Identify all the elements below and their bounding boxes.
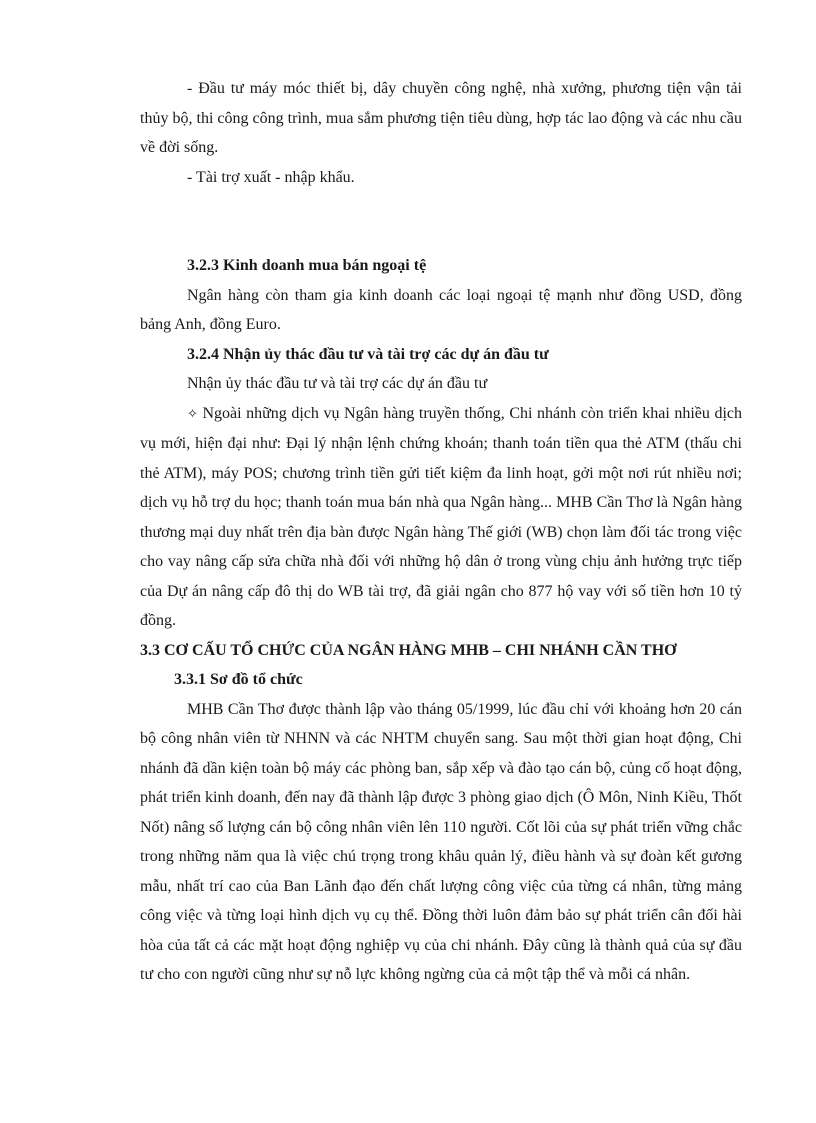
- spacer: [140, 192, 742, 251]
- heading-3-2-3: 3.2.3 Kinh doanh mua bán ngoại tệ: [187, 257, 427, 274]
- heading-3-2-4: 3.2.4 Nhận ủy thác đầu tư và tài trợ các dự án đầu tư: [187, 345, 549, 363]
- paragraph-investment-items: - Đầu tư máy móc thiết bị, dây chuyền công nghệ, nhà xưởng, phương tiện vận tải thủy bộ, thi công công trình, mua sắm phương tiện tiêu dùng, hợp tác lao động và các nhu cầu về đời sống.: [140, 80, 742, 156]
- heading-3-3: 3.3 CƠ CẤU TỔ CHỨC CỦA NGÂN HÀNG MHB – CHI NHÁNH CẦN THƠ: [140, 641, 677, 659]
- paragraph-organization-history: MHB Cần Thơ được thành lập vào tháng 05/1999, lúc đầu chỉ với khoảng hơn 20 cán bộ công nhân viên từ NHNN và các NHTM chuyển sang. Sau một thời gian hoạt động, Chi nhánh đã dần kiện toàn bộ máy các phòng ban, sắp xếp và đào tạo cán bộ, củng cố hoạt động, phát triển kinh doanh, đến nay đã thành lập được 3 phòng giao dịch (Ô Môn, Ninh Kiều, Thốt Nốt) nâng số lượng cán bộ công nhân viên lên 110 người. Cốt lõi của sự phát triển vững chắc trong những năm qua là việc chú trọng trong khâu quản lý, điều hành và sự đoàn kết gương mẫu, nhất trí cao của Ban Lãnh đạo đến chất lượng công việc của từng cá nhân, từng mảng công việc và từng loại hình dịch vụ cụ thể. Đồng thời luôn đảm bảo sự phát triển cân đối hài hòa của tất cả các mặt hoạt động nghiệp vụ của chi nhánh. Đây cũng là thành quả của sự đầu tư cho con người cũng như sự nỗ lực không ngừng của cả một tập thể và mỗi cá nhân.: [140, 700, 742, 983]
- document-page: [140, 74, 742, 990]
- paragraph-trust-investment: Nhận ủy thác đầu tư và tài trợ các dự án đầu tư: [187, 375, 488, 392]
- paragraph-new-services: [140, 399, 742, 636]
- diamond-bullet-icon: ✧: [187, 406, 198, 422]
- paragraph-new-services-text: Ngoài những dịch vụ Ngân hàng truyền thống, Chi nhánh còn triển khai nhiều dịch vụ mới, hiện đại như: Đại lý nhận lệnh chứng khoán; thanh toán tiền qua thẻ ATM (thấu chi thẻ ATM), máy POS; chương trình tiền gửi tiết kiệm đa linh hoạt, gởi một nơi rút nhiều nơi; dịch vụ hỗ trợ du học; thanh toán mua bán nhà qua Ngân hàng... MHB Cần Thơ là Ngân hàng thương mại duy nhất trên địa bàn được Ngân hàng Thế giới (WB) chọn làm đối tác trong việc cho vay nâng cấp sửa chữa nhà đối với những hộ dân ở trong vùng chịu ảnh hưởng trực tiếp của Dự án nâng cấp đô thị do WB tài trợ, đã giải ngân cho 877 hộ vay với số tiền hơn 10 tỷ đồng.: [140, 404, 742, 629]
- paragraph-foreign-currency: Ngân hàng còn tham gia kinh doanh các loại ngoại tệ mạnh như đồng USD, đồng bảng Anh, đồng Euro.: [140, 286, 742, 333]
- heading-3-3-1: 3.3.1 Sơ đồ tổ chức: [174, 671, 303, 688]
- paragraph-trade-finance: - Tài trợ xuất - nhập khẩu.: [187, 168, 355, 186]
